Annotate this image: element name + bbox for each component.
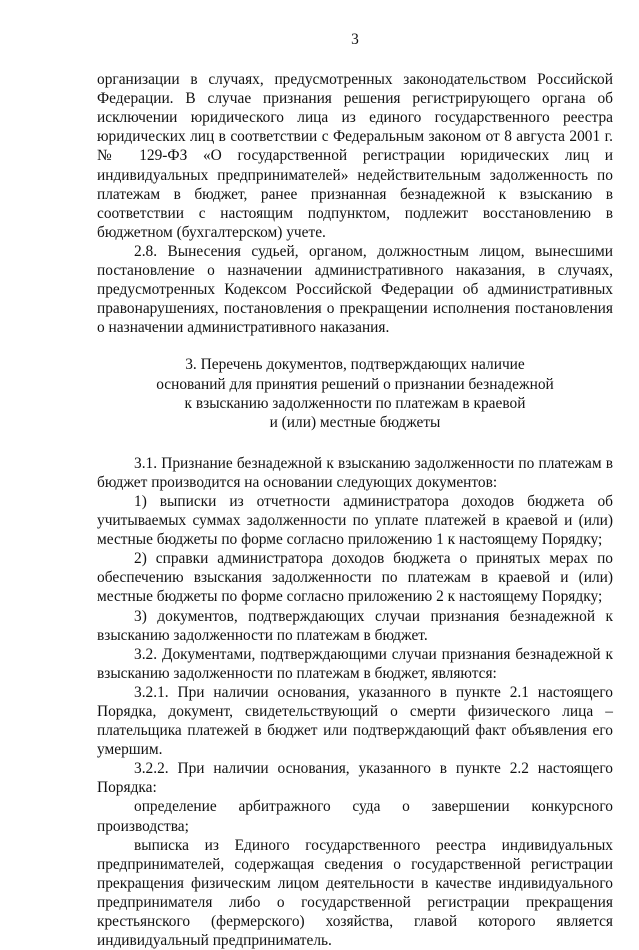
paragraph-3-2-2: 3.2.2. При наличии основания, указанного в пункте 2.2 настоящего Порядка:	[97, 760, 613, 797]
list-item-3: 3) документов, подтверждающих случаи признания безнадежной к взысканию задолженности по платежам в бюджет.	[97, 607, 613, 644]
list-item-1: 1) выписки из отчетности администратора доходов бюджета об учитываемых суммах задолженности по уплате платежей в краевой и (или) местные бюджеты по форме согласно приложению 1 к настоящему Порядку;	[97, 492, 613, 549]
paragraph-continuation: организации в случаях, предусмотренных законодательством Российской Федерации. В случае признания решения регистрирующего органа об исключении юридического лица из единого государственного реестра юридических лиц в соответствии с Федеральным законом от 8 августа 2001 г. № 129-ФЗ «О государственной регистрации юридических лиц и индивидуальных предпринимателей» недействительным задолженность по платежам в бюджет, ранее признанная безнадежной к взысканию в соответствии с настоящим подпунктом, подлежит восстановлению в бюджетном (бухгалтерском) учете.	[97, 71, 613, 241]
page-number: 3	[351, 31, 359, 48]
paragraph-2-8: 2.8. Вынесения судьей, органом, должностным лицом, вынесшими постановление о назначении административного наказания, в случаях, предусмотренных Кодексом Российской Федерации об административных правонарушениях, постановления о прекращении исполнения постановления о назначении административного наказания.	[97, 242, 613, 337]
section-title-line: к взысканию задолженности по платежам в краевой	[184, 394, 526, 412]
section-title-line: и (или) местные бюджеты	[269, 413, 441, 431]
list-item-2: 2) справки администратора доходов бюджета о принятых мерах по обеспечению взыскания задолженности по платежам в краевой и (или) местные бюджеты по форме согласно приложению 2 к настоящему Порядку;	[97, 550, 613, 606]
paragraph-court-ruling: определение арбитражного суда о завершении конкурсного производства;	[97, 798, 613, 835]
document-page	[97, 30, 613, 950]
paragraph-register-extract: выписка из Единого государственного реестра индивидуальных предпринимателей, содержащая сведения о государственной регистрации прекращения физическим лицом деятельности в качестве индивидуального предпринимателя либо о государственной регистрации прекращения крестьянского (фермерского) хозяйства, главой которого является индивидуальный предприниматель.	[97, 836, 613, 950]
section-title-line: 3. Перечень документов, подтверждающих наличие	[185, 356, 525, 374]
section-title-line: оснований для принятия решений о признании безнадежной	[156, 375, 554, 393]
paragraph-3-1: 3.1. Признание безнадежной к взысканию задолженности по платежам в бюджет производится на основании следующих документов:	[97, 454, 613, 491]
paragraph-3-2-1: 3.2.1. При наличии основания, указанного в пункте 2.1 настоящего Порядка, документ, свидетельствующий о смерти физического лица – плательщика платежей в бюджет или подтверждающий факт объявления его умершим.	[97, 683, 613, 759]
section-3-title	[97, 355, 613, 431]
paragraph-3-2: 3.2. Документами, подтверждающими случаи признания безнадежной к взысканию задолженности по платежам в бюджет, являются:	[97, 645, 613, 682]
